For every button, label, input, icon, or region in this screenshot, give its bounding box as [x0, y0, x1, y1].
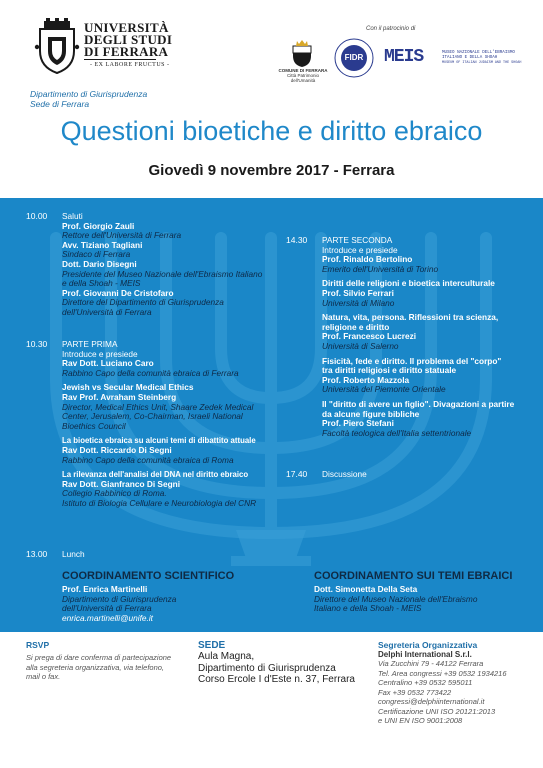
speaker-role: Direttore del Dipartimento di Giurisprudenza: [62, 297, 224, 308]
department-line: Sede di Ferrara: [30, 99, 90, 109]
meis-caption-line: MUSEO NAZIONALE DELL'EBRAISMO: [442, 51, 515, 55]
session-block: [62, 340, 287, 509]
speaker-name: Rav Prof. Avraham Steinberg: [62, 391, 177, 402]
secretariat-line: Certificazione UNI ISO 20121:2013: [378, 706, 496, 716]
speaker-name: Prof. Francesco Lucrezi: [322, 331, 417, 342]
university-name-line: UNIVERSITÀ: [84, 20, 169, 35]
coordinator-role: dell'Università di Ferrara: [62, 603, 152, 614]
venue-heading: SEDE: [198, 640, 226, 651]
secretariat-line: Centralino +39 0532 595011: [378, 678, 473, 687]
session-heading: PARTE SECONDA: [322, 235, 393, 245]
venue-block: [198, 640, 368, 686]
university-name: [84, 22, 172, 58]
coordination-heading: COORDINAMENTO SUI TEMI EBRAICI: [314, 570, 513, 582]
time-slot: 10.00: [26, 211, 48, 221]
talk-title: Jewish vs Secular Medical Ethics: [62, 382, 194, 393]
speaker-role: Collegio Rabbinico di Roma.: [62, 488, 167, 499]
time-slot: 17.40: [286, 469, 308, 479]
fidr-logo: [334, 38, 374, 78]
session-title: Discussione: [322, 469, 367, 479]
talk-title: religione e diritto: [322, 321, 390, 332]
meis-caption-line: ITALIANO E DELLA SHOAH: [442, 56, 498, 60]
speaker-name: Prof. Giovanni De Cristofaro: [62, 287, 174, 298]
speaker-name: Rav Dott. Riccardo Di Segni: [62, 444, 172, 455]
speaker-role: Center, Jerusalem, Co-Chairman, Israeli National: [62, 411, 243, 422]
university-name-line: DEGLI STUDI: [84, 32, 173, 47]
time-slot: 14.30: [286, 235, 308, 245]
speaker-role: Università di Milano: [322, 297, 395, 308]
department-line: Dipartimento di Giurisprudenza: [30, 89, 148, 99]
session-title: Lunch: [62, 549, 85, 559]
secretariat-email[interactable]: congressi@delphiinternational.it: [378, 697, 485, 706]
comune-crest-icon: [289, 40, 315, 68]
coordinator-email[interactable]: enrica.martinelli@unife.it: [62, 612, 153, 623]
coordinator-name: Dott. Simonetta Della Seta: [314, 584, 418, 594]
talk-title: da alcune figure bibliche: [322, 408, 420, 419]
venue-line: Dipartimento di Giurisprudenza: [198, 662, 336, 674]
speaker-role: e della Shoah - MEIS: [62, 278, 141, 289]
speaker-role: Presidente del Museo Nazionale dell'Ebraismo Italiano: [62, 268, 263, 279]
rsvp-block: [26, 640, 176, 682]
crest-icon: [34, 17, 80, 75]
coordinator-role: Dipartimento di Giurisprudenza: [62, 593, 177, 604]
university-divider: [84, 59, 156, 60]
speaker-role: dell'Università di Ferrara: [62, 306, 152, 317]
speaker-role: Facoltà teologica dell'Italia settentrionale: [322, 427, 472, 438]
secretariat-line: Tel. Area congressi +39 0532 1934216: [378, 668, 507, 678]
patronage-label: Con il patrocinio di: [366, 26, 416, 32]
session-block: [62, 212, 287, 318]
venue-line: Corso Ercole I d'Este n. 37, Ferrara: [198, 674, 355, 685]
time-slot: 10.30: [26, 339, 48, 349]
coordinator-name: Prof. Enrica Martinelli: [62, 584, 148, 594]
speaker-role: Sindaco di Ferrara: [62, 249, 131, 260]
meis-caption: [442, 51, 538, 66]
speaker-role: Rabbino Capo della comunità ebraica di Roma: [62, 454, 234, 465]
session-intro: Introduce e presiede: [322, 244, 398, 255]
speaker-role: Emerito dell'Università di Torino: [322, 263, 439, 274]
venue-line: Aula Magna,: [198, 651, 255, 662]
rsvp-heading: RSVP: [26, 640, 50, 650]
talk-title: Il "diritto di avere un figlio". Divagazioni a partire: [322, 398, 515, 409]
secretariat-line: e UNI EN ISO 9001:2008: [378, 716, 463, 725]
talk-title: Diritti delle religioni e bioetica interculturale: [322, 278, 495, 289]
coordination-jewish-topics: [314, 570, 539, 614]
speaker-role: Università del Piemonte Orientale: [322, 384, 446, 395]
time-slot: 13.00: [26, 549, 48, 559]
speaker-name: Prof. Silvio Ferrari: [322, 287, 394, 298]
speaker-role: Università di Salerno: [322, 340, 399, 351]
speaker-role: Rabbino Capo della comunità ebraica di Ferrara: [62, 367, 239, 378]
talk-title: Fisicità, fede e diritto. Il problema del "corpo": [322, 355, 502, 366]
session-intro: Introduce e presiede: [62, 348, 138, 359]
secretariat-line: Fax +39 0532 773422: [378, 687, 452, 697]
speaker-name: Rav Dott. Gianfranco Di Segni: [62, 478, 181, 489]
speaker-name: Dott. Dario Disegni: [62, 258, 137, 269]
comune-caption: [276, 68, 330, 83]
speaker-name: Prof. Giorgio Zauli: [62, 220, 135, 231]
secretariat-heading: Segreteria Organizzativa: [378, 640, 478, 650]
speaker-name: Prof. Piero Stefani: [322, 418, 394, 429]
coordination-heading: COORDINAMENTO SCIENTIFICO: [62, 570, 235, 582]
coordinator-role: Italiano e della Shoah - MEIS: [314, 603, 422, 614]
speaker-name: Prof. Rinaldo Bertolino: [322, 254, 413, 265]
speaker-name: Avv. Tiziano Tagliani: [62, 239, 143, 250]
fidr-label: FIDR: [344, 53, 364, 62]
secretariat-block: [378, 640, 538, 726]
speaker-role: Rettore dell'Università di Ferrara: [62, 230, 182, 241]
talk-title: tra diritti religiosi e diritto statuale: [322, 365, 457, 376]
session-title: Saluti: [62, 211, 83, 221]
secretariat-line: Via Zucchini 79 - 44122 Ferrara: [378, 659, 484, 668]
coordination-scientific: [62, 570, 282, 623]
secretariat-company: Delphi International S.r.l.: [378, 650, 472, 659]
university-crest: [34, 17, 80, 75]
comune-logo: [289, 40, 315, 68]
speaker-role: Director, Medical Ethics Unit, Shaare Zedek Medical: [62, 401, 254, 412]
talk-title: La rilevanza dell'analisi del DNA nel diritto ebraico: [62, 470, 249, 480]
speaker-role: Istituto di Biologia Cellulare e Neurobiologia del CNR: [62, 497, 257, 508]
rsvp-text: Si prega di dare conferma di partecipazione: [26, 653, 172, 662]
university-motto: - EX LABORE FRUCTUS -: [90, 62, 170, 68]
talk-title: La bioetica ebraica su alcuni temi di dibattito attuale: [62, 436, 256, 446]
program-panel: [0, 198, 543, 632]
comune-caption-line: Città Patrimonio dell'Umanità: [286, 73, 319, 83]
department-name: [30, 89, 147, 109]
talk-title: Natura, vita, persona. Riflessioni tra scienza,: [322, 312, 499, 323]
university-name-line: DI FERRARA: [84, 44, 169, 59]
meis-caption-line: MUSEUM OF ITALIAN JUDAISM AND THE SHOAH: [442, 61, 522, 65]
comune-caption-line: COMUNE DI FERRARA: [278, 68, 328, 73]
event-date: Giovedì 9 novembre 2017 - Ferrara: [148, 162, 395, 179]
speaker-name: Prof. Roberto Mazzola: [322, 374, 410, 385]
rsvp-text: alla segreteria organizzativa, via telefono,: [26, 662, 164, 672]
session-block: [322, 236, 542, 438]
speaker-name: Rav Dott. Luciano Caro: [62, 358, 154, 369]
speaker-role: Bioethics Council: [62, 420, 126, 431]
coordinator-role: Direttore del Museo Nazionale dell'Ebraismo: [314, 593, 478, 604]
meis-logo: MEIS: [384, 47, 424, 67]
session-heading: PARTE PRIMA: [62, 339, 118, 349]
rsvp-text: mail o fax.: [26, 672, 61, 681]
page-title: Questioni bioetiche e diritto ebraico: [60, 116, 483, 146]
